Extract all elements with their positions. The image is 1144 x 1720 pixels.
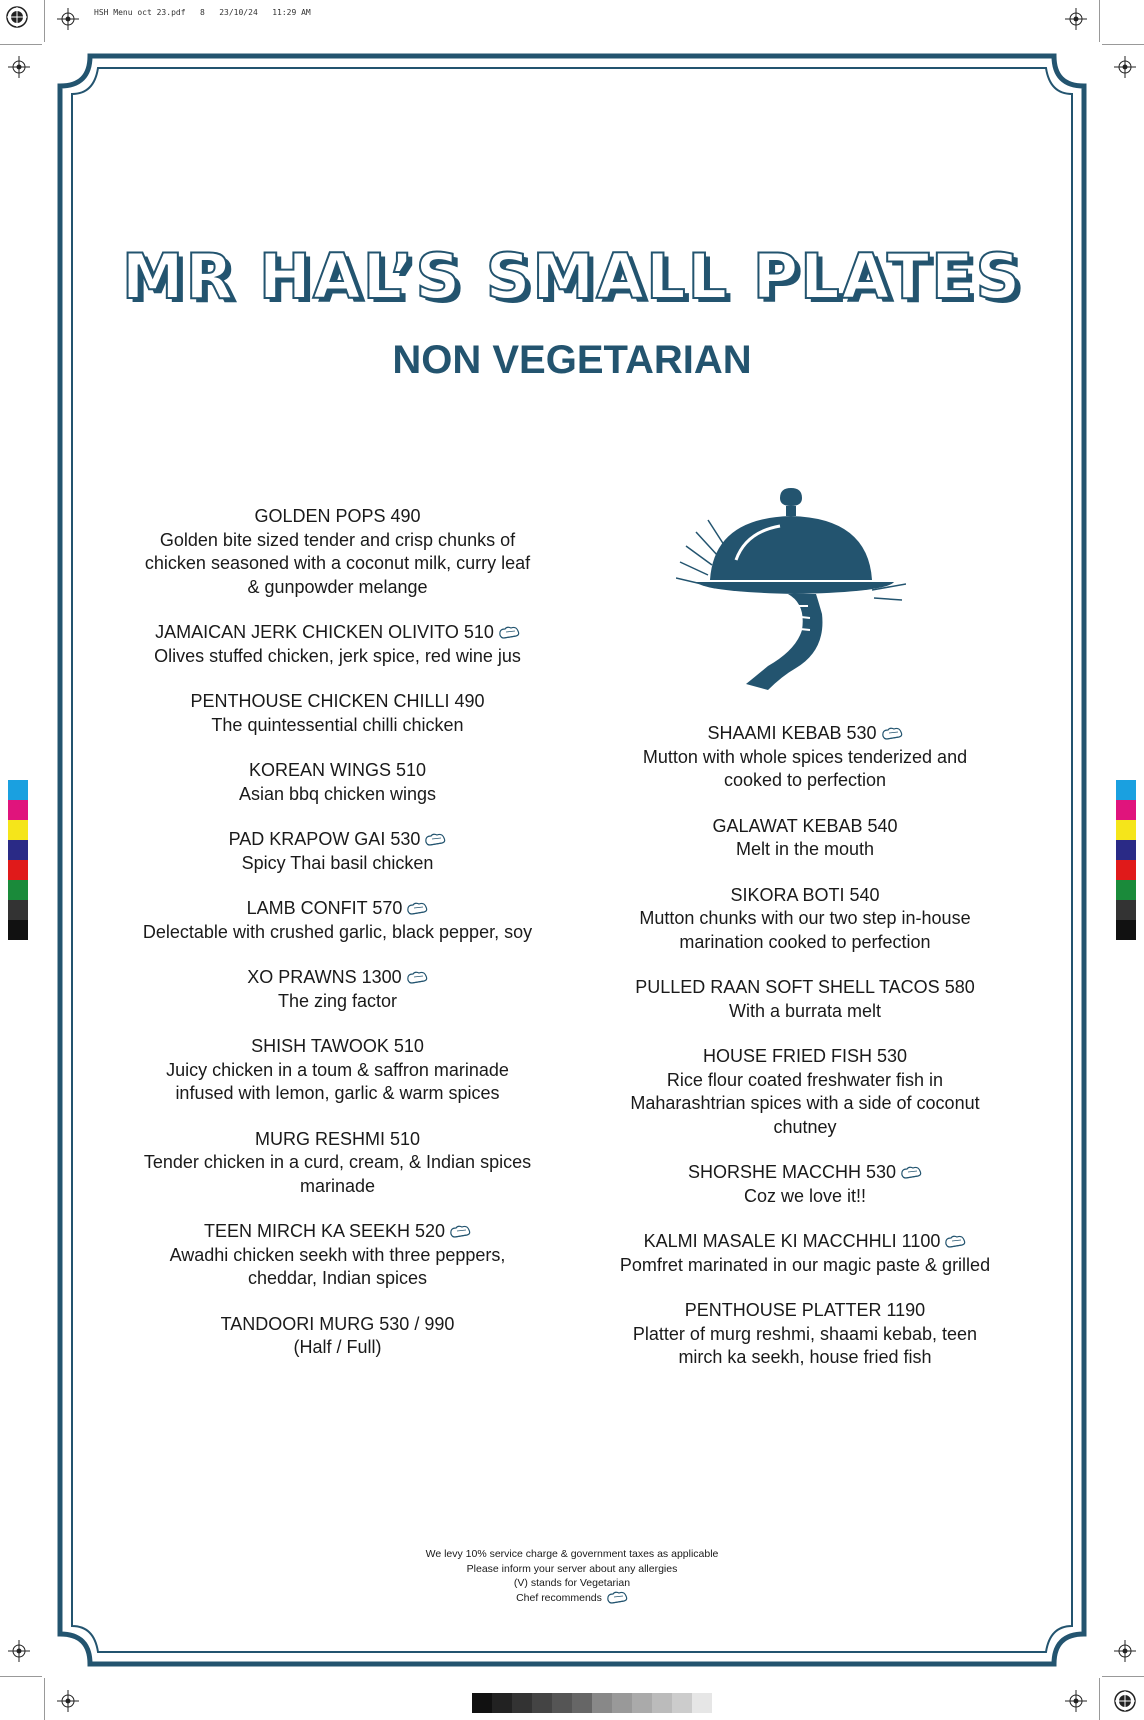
menu-footer <box>0 1547 1144 1605</box>
chef-hat-icon <box>406 971 428 985</box>
menu-item <box>615 722 995 793</box>
menu-item <box>140 828 535 875</box>
menu-item-description: Spicy Thai basil chicken <box>241 852 434 873</box>
chef-hat-icon <box>944 1235 966 1249</box>
menu-item-name: PAD KRAPOW GAI 530 <box>140 828 535 852</box>
menu-item-description: Melt in the mouth <box>735 839 875 859</box>
menu-item <box>140 690 535 737</box>
chef-hat-icon <box>881 727 903 741</box>
menu-item-description: With a burrata melt <box>728 1000 882 1021</box>
menu-item <box>615 1230 995 1277</box>
menu-item-description: Platter of murg reshmi, shaami kebab, teen mirch ka seekh, house fried fish <box>632 1323 978 1367</box>
grayscale-bar <box>472 1693 712 1713</box>
menu-item-description: Olives stuffed chicken, jerk spice, red wine jus <box>154 645 521 666</box>
chef-hat-icon <box>900 1166 922 1180</box>
menu-item-description: Asian bbq chicken wings <box>238 783 437 804</box>
menu-item-name: SIKORA BOTI 540 <box>730 884 880 905</box>
menu-item <box>140 1035 535 1106</box>
menu-item <box>140 759 535 806</box>
page-title: MR HAL’S SMALL PLATES <box>121 240 1023 313</box>
footer-allergy-note: Please inform your server about any allergies <box>466 1562 678 1575</box>
menu-item-name: TEEN MIRCH KA SEEKH 520 <box>140 1220 535 1244</box>
menu-item-description: The quintessential chilli chicken <box>211 714 464 735</box>
menu-item <box>140 966 535 1013</box>
menu-item-description: Coz we love it!! <box>743 1185 867 1206</box>
menu-item-name: SHAAMI KEBAB 530 <box>615 722 995 746</box>
menu-item-name: XO PRAWNS 1300 <box>140 966 535 990</box>
menu-item-description: (Half / Full) <box>293 1337 382 1357</box>
menu-item-description: Juicy chicken in a toum & saffron marinade infused with lemon, garlic & warm spices <box>166 1059 509 1103</box>
menu-item-name: PENTHOUSE CHICKEN CHILLI 490 <box>190 691 485 711</box>
menu-item-name: LAMB CONFIT 570 <box>140 897 535 921</box>
menu-item-name: GOLDEN POPS 490 <box>254 506 421 526</box>
menu-item <box>140 505 535 599</box>
menu-item <box>615 976 995 1023</box>
menu-item-name: TANDOORI MURG 530 / 990 <box>220 1313 455 1334</box>
footer-service-charge: We levy 10% service charge & government taxes as applicable <box>425 1548 719 1560</box>
menu-item <box>140 621 535 668</box>
chef-hat-icon <box>498 626 520 640</box>
menu-item <box>615 1045 995 1139</box>
menu-item-name: KALMI MASALE KI MACCHHLI 1100 <box>615 1230 995 1254</box>
menu-item-description: Mutton with whole spices tenderized and cooked to perfection <box>642 746 968 790</box>
menu-item-name: KOREAN WINGS 510 <box>248 760 427 780</box>
menu-item-description: Awadhi chicken seekh with three peppers, cheddar, Indian spices <box>169 1244 506 1288</box>
menu-item-description: Golden bite sized tender and crisp chunks of chicken seasoned with a coconut milk, curry leaf & gunpowder melange <box>144 529 531 597</box>
menu-item-description: The zing factor <box>277 990 398 1011</box>
chef-hat-icon <box>449 1225 471 1239</box>
menu-item <box>140 1313 535 1360</box>
footer-veg-note: (V) stands for Vegetarian <box>513 1577 631 1589</box>
print-slug: HSH Menu oct 23.pdf 8 23/10/24 11:29 AM <box>94 8 311 17</box>
menu-item-name: MURG RESHMI 510 <box>254 1128 421 1149</box>
menu-item <box>140 1128 535 1199</box>
menu-item-description: Rice flour coated freshwater fish in Maharashtrian spices with a side of coconut chutney <box>630 1069 980 1137</box>
chef-hat-icon <box>606 1591 628 1605</box>
menu-item-description: Mutton chunks with our two step in-house marination cooked to perfection <box>639 908 971 952</box>
menu-item-description: Delectable with crushed garlic, black pepper, soy <box>142 921 533 942</box>
menu-item-name: SHISH TAWOOK 510 <box>251 1036 424 1056</box>
menu-item <box>615 884 995 955</box>
menu-item-name: JAMAICAN JERK CHICKEN OLIVITO 510 <box>140 621 535 645</box>
chef-hat-icon <box>406 902 428 916</box>
menu-item <box>615 815 995 862</box>
chef-hat-icon <box>424 833 446 847</box>
menu-item <box>615 1299 995 1370</box>
menu-item-name: PULLED RAAN SOFT SHELL TACOS 580 <box>635 977 975 997</box>
menu-column-right <box>615 722 995 1392</box>
menu-item-name: SHORSHE MACCHH 530 <box>615 1161 995 1185</box>
menu-column-left <box>140 505 535 1382</box>
page-subtitle: NON VEGETARIAN <box>392 338 752 382</box>
menu-item <box>615 1161 995 1208</box>
serving-cloche-icon <box>676 480 906 690</box>
menu-item-description: Pomfret marinated in our magic paste & grilled <box>619 1254 991 1275</box>
menu-item <box>140 897 535 944</box>
menu-item-name: HOUSE FRIED FISH 530 <box>702 1046 908 1066</box>
menu-item-description: Tender chicken in a curd, cream, & Indian spices marinade <box>143 1152 532 1196</box>
menu-item-name: GALAWAT KEBAB 540 <box>712 815 898 836</box>
menu-item-name: PENTHOUSE PLATTER 1190 <box>684 1300 926 1320</box>
menu-item <box>140 1220 535 1291</box>
footer-chef-note: Chef recommends <box>0 1591 1144 1606</box>
